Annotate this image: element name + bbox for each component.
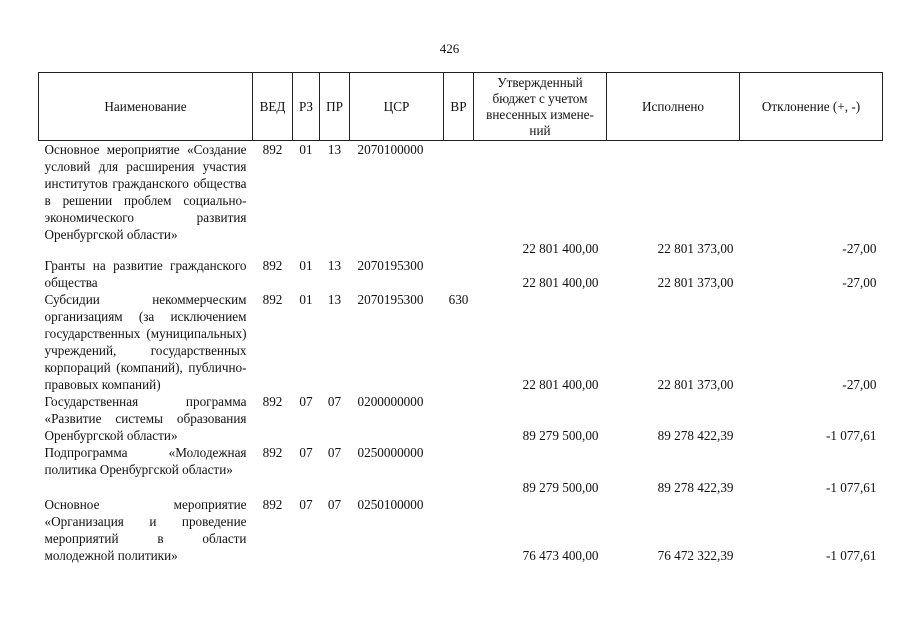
row-name: Основное мероприятие «Организация и проведение мероприятий в области молодежной политики»	[44, 497, 247, 563]
header-rz: РЗ	[293, 73, 320, 141]
row-ved: 892	[262, 394, 283, 409]
row-executed: 22 801 373,00	[657, 275, 734, 290]
row-approved: 89 279 500,00	[522, 480, 599, 495]
row-ved: 892	[262, 445, 283, 460]
row-csr: 2070195300	[357, 258, 424, 273]
row-name: Подпрограмма «Молодежная политика Оренбургской области»	[44, 445, 247, 477]
table-row	[39, 444, 883, 496]
table-row	[39, 393, 883, 444]
row-csr: 2070100000	[357, 142, 424, 157]
row-pr: 13	[327, 258, 342, 273]
row-rz: 01	[299, 258, 313, 273]
row-ved: 892	[262, 292, 283, 307]
row-vr: 630	[448, 292, 469, 307]
header-approved: Утвержденный бюджет с учетом внесенных измене-ний	[474, 73, 607, 141]
row-deviation: -1 077,61	[825, 428, 877, 443]
row-executed: 22 801 373,00	[657, 377, 734, 392]
row-vr	[444, 257, 474, 291]
page-number: 426	[439, 41, 460, 56]
row-rz: 07	[299, 497, 313, 512]
table-row	[39, 496, 883, 564]
row-executed: 76 472 322,39	[657, 548, 734, 563]
row-executed: 22 801 373,00	[657, 241, 734, 256]
table-row	[39, 257, 883, 291]
row-approved: 76 473 400,00	[522, 548, 599, 563]
row-ved: 892	[262, 258, 283, 273]
table-row	[39, 141, 883, 258]
row-name: Государственная программа «Развитие системы образования Оренбургской области»	[44, 394, 247, 443]
row-vr	[444, 496, 474, 564]
row-approved: 22 801 400,00	[522, 275, 599, 290]
row-vr	[444, 393, 474, 444]
row-rz: 07	[299, 394, 313, 409]
row-deviation: -27,00	[842, 377, 877, 392]
header-pr: ПР	[320, 73, 350, 141]
row-deviation: -1 077,61	[825, 548, 877, 563]
row-vr	[444, 141, 474, 258]
row-rz: 01	[299, 292, 313, 307]
row-csr: 0200000000	[357, 394, 424, 409]
row-executed: 89 278 422,39	[657, 428, 734, 443]
row-pr: 13	[327, 292, 342, 307]
row-vr	[444, 444, 474, 496]
budget-table	[38, 72, 883, 564]
row-deviation: -27,00	[842, 241, 877, 256]
header-vr: ВР	[444, 73, 474, 141]
row-pr: 07	[327, 497, 342, 512]
header-ved: ВЕД	[253, 73, 293, 141]
row-ved: 892	[262, 142, 283, 157]
row-approved: 89 279 500,00	[522, 428, 599, 443]
row-name: Субсидии некоммерческим организациям (за исключением государственных (муниципальных) учреждений, государственных корпораций (компаний), публично-правовых компаний)	[44, 292, 247, 392]
row-csr: 2070195300	[357, 292, 424, 307]
header-csr: ЦСР	[350, 73, 444, 141]
row-csr: 0250100000	[357, 497, 424, 512]
row-rz: 07	[299, 445, 313, 460]
row-pr: 13	[327, 142, 342, 157]
table-header-row	[39, 73, 883, 141]
row-name: Гранты на развитие гражданского общества	[44, 258, 247, 290]
row-ved: 892	[262, 497, 283, 512]
header-executed: Исполнено	[607, 73, 740, 141]
row-pr: 07	[327, 445, 342, 460]
table-row	[39, 291, 883, 393]
row-deviation: -27,00	[842, 275, 877, 290]
row-rz: 01	[299, 142, 313, 157]
row-executed: 89 278 422,39	[657, 480, 734, 495]
header-deviation: Отклонение (+, -)	[740, 73, 883, 141]
row-deviation: -1 077,61	[825, 480, 877, 495]
row-csr: 0250000000	[357, 445, 424, 460]
row-approved: 22 801 400,00	[522, 241, 599, 256]
row-name: Основное мероприятие «Создание условий для расширения участия институтов гражданского общества в решении проблем социально-экономического развития Оренбургской области»	[44, 142, 247, 242]
row-pr: 07	[327, 394, 342, 409]
row-approved: 22 801 400,00	[522, 377, 599, 392]
header-name: Наименование	[39, 73, 253, 141]
